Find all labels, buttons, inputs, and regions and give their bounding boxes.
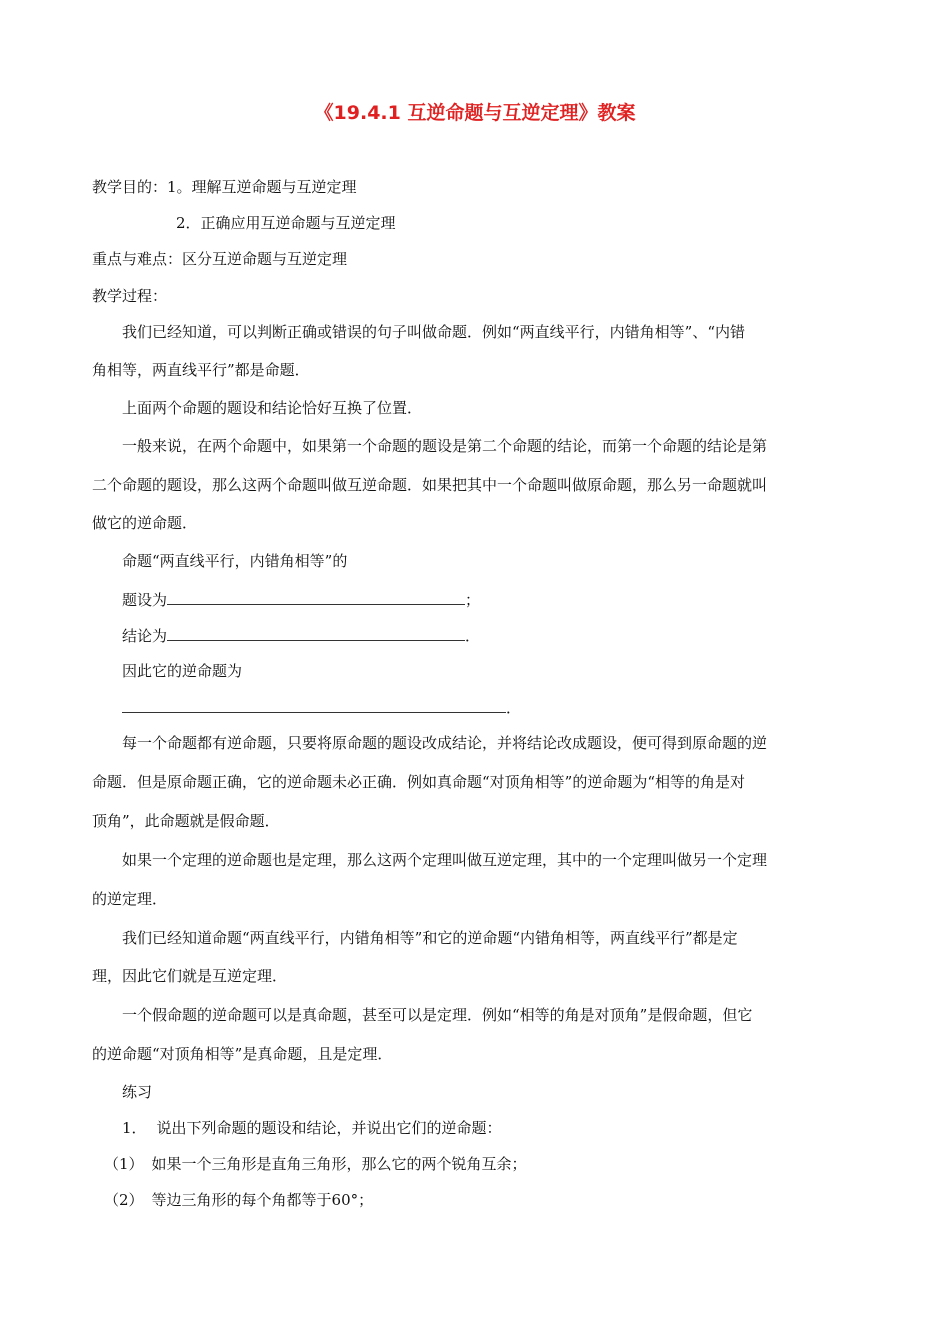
key-points: 重点与难点：区分互逆命题与互逆定理 (92, 250, 348, 268)
paragraph-4-line-1: 每一个命题都有逆命题，只要将原命题的题设改成结论，并将结论改成题设，便可得到原命题的逆 (122, 734, 768, 752)
paragraph-6-line-2: 理，因此它们就是互逆定理． (92, 967, 288, 985)
conclusion-blank[interactable] (167, 625, 465, 641)
paragraph-3-line-3: 做它的逆命题． (92, 514, 198, 532)
paragraph-4-line-2: 命题．但是原命题正确，它的逆命题未必正确．例如真命题“对顶角相等”的逆命题为“相等的角是对 (92, 773, 746, 791)
question-1-text: 说出下列命题的题设和结论，并说出它们的逆命题： (156, 1119, 502, 1137)
practice-subquestion-2 (104, 1190, 373, 1210)
converse-blank[interactable] (122, 697, 506, 713)
conclusion-end: ． (465, 627, 481, 645)
hypothesis-line (122, 589, 480, 610)
hypothesis-end: ； (465, 591, 481, 609)
paragraph-3-line-1: 一般来说，在两个命题中，如果第一个命题的题设是第二个命题的结论，而第一个命题的结论是第 (122, 437, 768, 455)
objective-item-1: 1。理解互逆命题与互逆定理 (167, 178, 357, 196)
paragraph-4-line-3: 顶角”，此命题就是假命题． (92, 812, 280, 830)
subquestion-1-text: 如果一个三角形是直角三角形，那么它的两个锐角互余； (151, 1155, 527, 1173)
exercise-prompt: 命题“两直线平行，内错角相等”的 (122, 552, 348, 570)
conclusion-label: 结论为 (122, 627, 168, 645)
practice-question-1 (122, 1118, 502, 1138)
paragraph-1-line-2: 角相等，两直线平行”都是命题． (92, 361, 310, 379)
converse-line (122, 697, 521, 718)
paragraph-6-line-1: 我们已经知道命题“两直线平行，内错角相等”和它的逆命题“内错角相等，两直线平行”都是定 (122, 929, 738, 947)
process-label: 教学过程： (92, 287, 168, 305)
converse-label: 因此它的逆命题为 (122, 662, 243, 680)
objectives-label: 教学目的： (92, 178, 168, 196)
paragraph-2: 上面两个命题的题设和结论恰好互换了位置． (122, 399, 423, 417)
paragraph-3-line-2: 二个命题的题设，那么这两个命题叫做互逆命题．如果把其中一个命题叫做原命题，那么另一命题就叫 (92, 476, 768, 494)
objective-item-2: 2．正确应用互逆命题与互逆定理 (176, 214, 396, 232)
subquestion-1-number: （1） (104, 1155, 144, 1173)
paragraph-5-line-1: 如果一个定理的逆命题也是定理，那么这两个定理叫做互逆定理，其中的一个定理叫做另一个定理 (122, 851, 768, 869)
conclusion-line (122, 625, 480, 646)
objectives-line-1 (92, 177, 357, 197)
page-title: 《19.4.1 互逆命题与互逆定理》教案 (314, 102, 636, 124)
practice-label: 练习 (122, 1083, 153, 1101)
paragraph-5-line-2: 的逆定理． (92, 890, 168, 908)
hypothesis-label: 题设为 (122, 591, 168, 609)
hypothesis-blank[interactable] (167, 589, 465, 605)
converse-end: ． (506, 699, 522, 717)
paragraph-7-line-1: 一个假命题的逆命题可以是真命题，甚至可以是定理．例如“相等的角是对顶角”是假命题，但它 (122, 1006, 753, 1024)
subquestion-2-text: 等边三角形的每个角都等于60°； (151, 1191, 374, 1209)
subquestion-2-number: （2） (104, 1191, 144, 1209)
question-1-number: 1． (122, 1119, 147, 1137)
paragraph-7-line-2: 的逆命题“对顶角相等”是真命题，且是定理． (92, 1045, 393, 1063)
paragraph-1-line-1: 我们已经知道，可以判断正确或错误的句子叫做命题．例如“两直线平行，内错角相等”、“内错 (122, 323, 746, 341)
practice-subquestion-1 (104, 1154, 527, 1174)
